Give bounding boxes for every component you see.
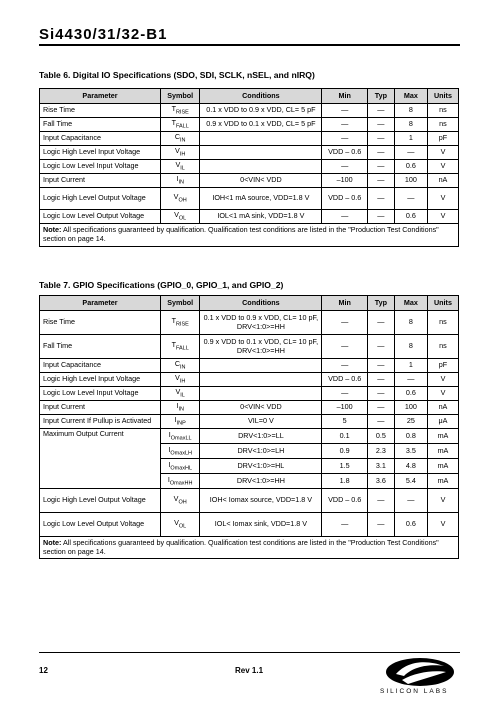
symbol-cell	[161, 335, 200, 359]
typ-cell: —	[367, 132, 394, 146]
parameter-cell: Logic Low Level Output Voltage	[40, 513, 161, 537]
symbol-cell	[161, 146, 200, 160]
typ-cell: —	[367, 415, 394, 429]
min-cell: —	[322, 160, 368, 174]
symbol-base: V	[175, 387, 181, 397]
table-row	[40, 210, 459, 224]
conditions-cell: 0<VIN< VDD	[200, 401, 322, 415]
units-cell: mA	[427, 474, 458, 489]
symbol-subscript: OmaxHH	[169, 480, 193, 487]
note-label: Note:	[43, 538, 62, 548]
symbol-subscript: RISE	[175, 321, 189, 328]
symbol-subscript: OmaxHL	[170, 465, 193, 472]
table7-header-row	[40, 296, 459, 311]
symbol-subscript: OmaxLH	[170, 450, 193, 457]
parameter-cell: Rise Time	[40, 104, 161, 118]
symbol-cell	[161, 444, 200, 459]
min-cell: —	[322, 513, 368, 537]
table-row	[40, 513, 459, 537]
footer-rule	[39, 652, 460, 653]
units-cell: mA	[427, 429, 458, 444]
table-row	[40, 387, 459, 401]
units-cell: V	[427, 387, 458, 401]
parameter-cell: Input Capacitance	[40, 132, 161, 146]
symbol-base: V	[173, 192, 179, 202]
max-cell: 8	[394, 311, 427, 335]
max-cell: 1	[394, 359, 427, 373]
units-cell: ns	[427, 104, 458, 118]
parameter-cell: Logic High Level Input Voltage	[40, 146, 161, 160]
min-cell: —	[322, 118, 368, 132]
min-cell: VDD – 0.6	[322, 373, 368, 387]
symbol-subscript: INP	[176, 420, 186, 427]
min-cell: —	[322, 335, 368, 359]
typ-cell: —	[367, 104, 394, 118]
symbol-base: C	[174, 359, 181, 368]
table-row	[40, 188, 459, 210]
typ-cell: —	[367, 373, 394, 387]
column-header: Min	[322, 296, 368, 311]
symbol-subscript: IN	[180, 137, 186, 144]
symbol-subscript: IN	[180, 364, 186, 371]
symbol-base: T	[171, 104, 176, 113]
max-cell: 8	[394, 335, 427, 359]
table-row	[40, 104, 459, 118]
symbol-subscript: RISE	[175, 109, 189, 116]
revision-label: Rev 1.1	[235, 666, 264, 675]
column-header: Conditions	[200, 89, 322, 104]
column-header: Typ	[367, 296, 394, 311]
typ-cell: 2.3	[367, 444, 394, 459]
parameter-cell: Logic Low Level Input Voltage	[40, 160, 161, 174]
conditions-cell: 0.9 x VDD to 0.1 x VDD, CL= 5 pF	[200, 118, 322, 132]
min-cell: 0.9	[322, 444, 368, 459]
parameter-cell: Logic High Level Input Voltage	[40, 373, 161, 387]
conditions-cell: 0.9 x VDD to 0.1 x VDD, CL= 10 pF, DRV<1:0>=HH	[200, 335, 322, 359]
column-header: Symbol	[161, 296, 200, 311]
max-cell: 4.8	[394, 459, 427, 474]
max-cell: 100	[394, 174, 427, 188]
min-cell: —	[322, 210, 368, 224]
parameter-cell: Logic High Level Output Voltage	[40, 489, 161, 513]
conditions-cell	[200, 359, 322, 373]
symbol-subscript: OL	[178, 523, 187, 530]
column-header: Parameter	[40, 89, 161, 104]
typ-cell: 3.6	[367, 474, 394, 489]
max-cell: 0.8	[394, 429, 427, 444]
symbol-cell	[161, 401, 200, 415]
column-header: Max	[394, 89, 427, 104]
max-cell: 5.4	[394, 474, 427, 489]
min-cell: 0.1	[322, 429, 368, 444]
symbol-base: I	[174, 415, 177, 425]
note-row	[40, 224, 459, 246]
symbol-cell	[161, 373, 200, 387]
units-cell: ns	[427, 335, 458, 359]
conditions-cell	[200, 160, 322, 174]
typ-cell: —	[367, 489, 394, 513]
parameter-cell: Input Capacitance	[40, 359, 161, 373]
conditions-cell	[200, 373, 322, 387]
typ-cell: —	[367, 335, 394, 359]
symbol-cell	[161, 210, 200, 224]
table6-digital-io	[39, 88, 459, 247]
conditions-cell: 0.1 x VDD to 0.9 x VDD, CL= 5 pF	[200, 104, 322, 118]
symbol-base: T	[171, 339, 176, 349]
max-cell: 3.5	[394, 444, 427, 459]
table-row	[40, 359, 459, 373]
units-cell: μA	[427, 415, 458, 429]
max-cell: —	[394, 146, 427, 160]
conditions-cell: IOL< Iomax sink, VDD=1.8 V	[200, 513, 322, 537]
min-cell: VDD – 0.6	[322, 489, 368, 513]
min-cell: VDD – 0.6	[322, 146, 368, 160]
symbol-base: V	[174, 210, 179, 220]
symbol-cell	[161, 513, 200, 537]
symbol-subscript: IN	[178, 406, 184, 413]
min-cell: –100	[322, 174, 368, 188]
table-row	[40, 401, 459, 415]
max-cell: —	[394, 373, 427, 387]
min-cell: 1.8	[322, 474, 368, 489]
units-cell: V	[427, 373, 458, 387]
table-row	[40, 132, 459, 146]
units-cell: pF	[427, 132, 458, 146]
note-text: All specifications guaranteed by qualification. Qualification test conditions are listed in the "Production Test Conditions" section on page 14.	[43, 225, 439, 243]
symbol-cell	[161, 160, 200, 174]
parameter-cell: Rise Time	[40, 311, 161, 335]
min-cell: 5	[322, 415, 368, 429]
typ-cell: —	[367, 118, 394, 132]
table-row	[40, 311, 459, 335]
typ-cell: —	[367, 513, 394, 537]
symbol-cell	[161, 359, 200, 373]
table-row	[40, 335, 459, 359]
column-header: Conditions	[200, 296, 322, 311]
typ-cell: —	[367, 188, 394, 210]
parameter-cell: Input Current	[40, 174, 161, 188]
note-cell	[40, 537, 459, 559]
table-row	[40, 146, 459, 160]
units-cell: V	[427, 146, 458, 160]
conditions-cell: DRV<1:0>=LH	[200, 444, 322, 459]
symbol-cell	[161, 174, 200, 188]
table-row	[40, 118, 459, 132]
symbol-cell	[161, 132, 200, 146]
conditions-cell: 0<VIN< VDD	[200, 174, 322, 188]
column-header: Max	[394, 296, 427, 311]
symbol-cell	[161, 118, 200, 132]
symbol-subscript: OH	[178, 499, 187, 506]
units-cell: nA	[427, 174, 458, 188]
header-rule	[39, 44, 460, 46]
parameter-cell: Fall Time	[40, 335, 161, 359]
min-cell: —	[322, 311, 368, 335]
max-cell: 1	[394, 132, 427, 146]
note-cell	[40, 224, 459, 246]
units-cell: pF	[427, 359, 458, 373]
max-cell: —	[394, 188, 427, 210]
typ-cell: —	[367, 174, 394, 188]
min-cell: —	[322, 359, 368, 373]
units-cell: ns	[427, 118, 458, 132]
symbol-base: I	[168, 444, 171, 454]
min-cell: —	[322, 132, 368, 146]
symbol-cell	[161, 311, 200, 335]
units-cell: V	[427, 160, 458, 174]
symbol-base: V	[175, 373, 180, 383]
table-row	[40, 174, 459, 188]
max-cell: 0.6	[394, 513, 427, 537]
symbol-base: I	[176, 401, 179, 411]
table7-gpio	[39, 295, 459, 559]
table-row	[40, 429, 459, 444]
symbol-cell	[161, 415, 200, 429]
min-cell: 1.5	[322, 459, 368, 474]
table-row	[40, 489, 459, 513]
symbol-subscript: OmaxLL	[170, 435, 192, 442]
min-cell: –100	[322, 401, 368, 415]
symbol-base: V	[175, 160, 181, 170]
typ-cell: —	[367, 146, 394, 160]
typ-cell: —	[367, 401, 394, 415]
symbol-base: I	[167, 474, 170, 484]
symbol-base: V	[174, 518, 179, 528]
max-cell: 0.6	[394, 160, 427, 174]
conditions-cell: DRV<1:0>=LL	[200, 429, 322, 444]
max-cell: 0.6	[394, 387, 427, 401]
parameter-cell: Maximum Output Current	[40, 429, 161, 489]
typ-cell: —	[367, 160, 394, 174]
typ-cell: 3.1	[367, 459, 394, 474]
parameter-cell: Logic Low Level Input Voltage	[40, 387, 161, 401]
symbol-base: I	[168, 429, 171, 439]
column-header: Units	[427, 296, 458, 311]
symbol-subscript: FALL	[175, 123, 189, 130]
max-cell: 8	[394, 104, 427, 118]
units-cell: V	[427, 210, 458, 224]
symbol-subscript: IL	[180, 165, 185, 172]
column-header: Symbol	[161, 89, 200, 104]
units-cell: mA	[427, 444, 458, 459]
conditions-cell: IOH<1 mA source, VDD=1.8 V	[200, 188, 322, 210]
note-text: All specifications guaranteed by qualification. Qualification test conditions are listed in the "Production Test Conditions" section on page 14.	[43, 538, 439, 556]
page-number: 12	[39, 666, 48, 675]
parameter-cell: Logic Low Level Output Voltage	[40, 210, 161, 224]
parameter-cell: Input Current	[40, 401, 161, 415]
units-cell: V	[427, 188, 458, 210]
conditions-cell	[200, 132, 322, 146]
symbol-subscript: OH	[178, 197, 187, 204]
logo-wordmark: SILICON LABS	[380, 688, 449, 695]
table6-header-row	[40, 89, 459, 104]
column-header: Min	[322, 89, 368, 104]
max-cell: 8	[394, 118, 427, 132]
conditions-cell: DRV<1:0>=HL	[200, 459, 322, 474]
conditions-cell	[200, 146, 322, 160]
column-header: Parameter	[40, 296, 161, 311]
min-cell: —	[322, 104, 368, 118]
typ-cell: —	[367, 311, 394, 335]
parameter-cell: Logic High Level Output Voltage	[40, 188, 161, 210]
column-header: Typ	[367, 89, 394, 104]
units-cell: V	[427, 513, 458, 537]
parameter-cell: Input Current If Pullup is Activated	[40, 415, 161, 429]
units-cell: ns	[427, 311, 458, 335]
column-header: Units	[427, 89, 458, 104]
symbol-subscript: OL	[178, 215, 187, 222]
symbol-base: I	[168, 459, 171, 469]
symbol-cell	[161, 104, 200, 118]
typ-cell: 0.5	[367, 429, 394, 444]
typ-cell: —	[367, 387, 394, 401]
units-cell: nA	[427, 401, 458, 415]
symbol-base: C	[174, 132, 181, 142]
typ-cell: —	[367, 359, 394, 373]
symbol-base: V	[175, 146, 180, 156]
units-cell: mA	[427, 459, 458, 474]
parameter-cell: Fall Time	[40, 118, 161, 132]
conditions-cell: DRV<1:0>=HH	[200, 474, 322, 489]
symbol-cell	[161, 387, 200, 401]
conditions-cell	[200, 387, 322, 401]
min-cell: —	[322, 387, 368, 401]
symbol-cell	[161, 459, 200, 474]
max-cell: —	[394, 489, 427, 513]
table-row	[40, 160, 459, 174]
conditions-cell: IOH< Iomax source, VDD=1.8 V	[200, 489, 322, 513]
conditions-cell: 0.1 x VDD to 0.9 x VDD, CL= 10 pF, DRV<1:0>=HH	[200, 311, 322, 335]
symbol-base: T	[171, 118, 176, 128]
max-cell: 100	[394, 401, 427, 415]
symbol-subscript: IN	[178, 179, 184, 186]
symbol-base: V	[173, 494, 179, 504]
symbol-cell	[161, 489, 200, 513]
conditions-cell: VIL=0 V	[200, 415, 322, 429]
symbol-subscript: IL	[180, 392, 185, 399]
document-title: Si4430/31/32-B1	[39, 26, 168, 43]
note-label: Note:	[43, 225, 62, 235]
symbol-base: I	[176, 174, 179, 184]
min-cell: VDD – 0.6	[322, 188, 368, 210]
symbol-base: T	[171, 315, 176, 325]
symbol-cell	[161, 474, 200, 489]
units-cell: V	[427, 489, 458, 513]
table6-caption: Table 6. Digital IO Specifications (SDO, SDI, SCLK, nSEL, and nIRQ)	[39, 70, 315, 80]
max-cell: 0.6	[394, 210, 427, 224]
table-row	[40, 415, 459, 429]
table7-caption: Table 7. GPIO Specifications (GPIO_0, GPIO_1, and GPIO_2)	[39, 280, 284, 290]
symbol-cell	[161, 188, 200, 210]
note-row	[40, 537, 459, 559]
symbol-subscript: IH	[179, 378, 186, 385]
symbol-subscript: IH	[179, 151, 186, 158]
table-row	[40, 373, 459, 387]
max-cell: 25	[394, 415, 427, 429]
conditions-cell: IOL<1 mA sink, VDD=1.8 V	[200, 210, 322, 224]
typ-cell: —	[367, 210, 394, 224]
symbol-cell	[161, 429, 200, 444]
symbol-subscript: FALL	[175, 345, 189, 352]
